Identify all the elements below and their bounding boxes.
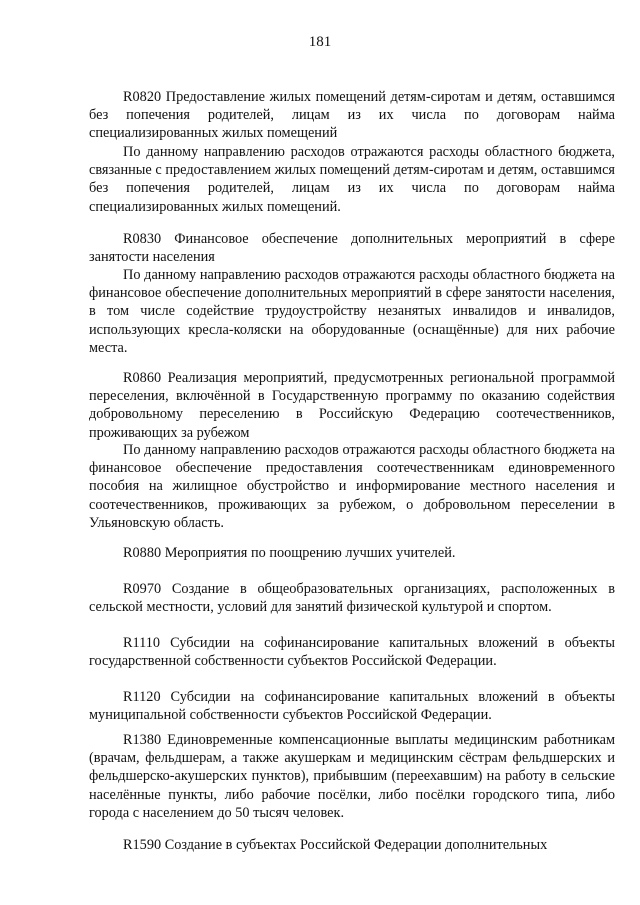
paragraph-r0880: R0880 Мероприятия по поощрению лучших учителей. xyxy=(123,545,456,561)
paragraph-r0820-title: R0820 Предоставление жилых помещений детям-сиротам и детям, оставшимся без попечения родителей, лицам из их числа по договорам найма специализированных жилых помещений xyxy=(89,89,615,142)
paragraph-r0860-body: По данному направлению расходов отражаются расходы областного бюджета на финансовое обеспечение предоставления соотечественникам единовременного пособия на жилищное обустройство и информирование местного населения и соотечественников, проживающих за рубежом, о добровольном переселении в Ульяновскую область. xyxy=(89,442,615,531)
paragraph-r0830-body: По данному направлению расходов отражаются расходы областного бюджета на финансовое обеспечение дополнительных мероприятий в сфере занятости населения, в том числе содействие трудоустройству незанятых инвалидов и инвалидов, использующих кресла-коляски на оборудованные (оснащённые) для них рабочие места. xyxy=(89,267,615,356)
paragraph-r1110: R1110 Субсидии на софинансирование капитальных вложений в объекты государственной собственности субъектов Российской Федерации. xyxy=(89,635,615,670)
page-number: 181 xyxy=(308,34,332,50)
paragraph-r0860-title: R0860 Реализация мероприятий, предусмотренных региональной программой переселения, включённой в Государственную программу по оказанию содействия добровольному переселению в Российскую Федерацию соотечественников, проживающих за рубежом xyxy=(89,370,615,441)
paragraph-r1380: R1380 Единовременные компенсационные выплаты медицинским работникам (врачам, фельдшерам, а также акушеркам и медицинским сёстрам фельдшерских и фельдшерско-акушерских пунктов), прибывшим (переехавшим) на работу в сельские населённые пункты, либо рабочие посёлки, либо посёлки городского типа, либо города с населением до 50 тысяч человек. xyxy=(89,732,615,821)
paragraph-r1120: R1120 Субсидии на софинансирование капитальных вложений в объекты муниципальной собственности субъектов Российской Федерации. xyxy=(89,689,615,724)
paragraph-r0970: R0970 Создание в общеобразовательных организациях, расположенных в сельской местности, условий для занятий физической культурой и спортом. xyxy=(89,581,615,616)
paragraph-r0820-body: По данному направлению расходов отражаются расходы областного бюджета, связанные с предоставлением жилых помещений детям-сиротам и детям, оставшимся без попечения родителей, лицам из их числа по договорам найма специализированных жилых помещений. xyxy=(89,144,615,215)
paragraph-r0830-title: R0830 Финансовое обеспечение дополнительных мероприятий в сфере занятости населения xyxy=(89,231,615,266)
paragraph-r1590: R1590 Создание в субъектах Российской Федерации дополнительных xyxy=(123,837,548,853)
